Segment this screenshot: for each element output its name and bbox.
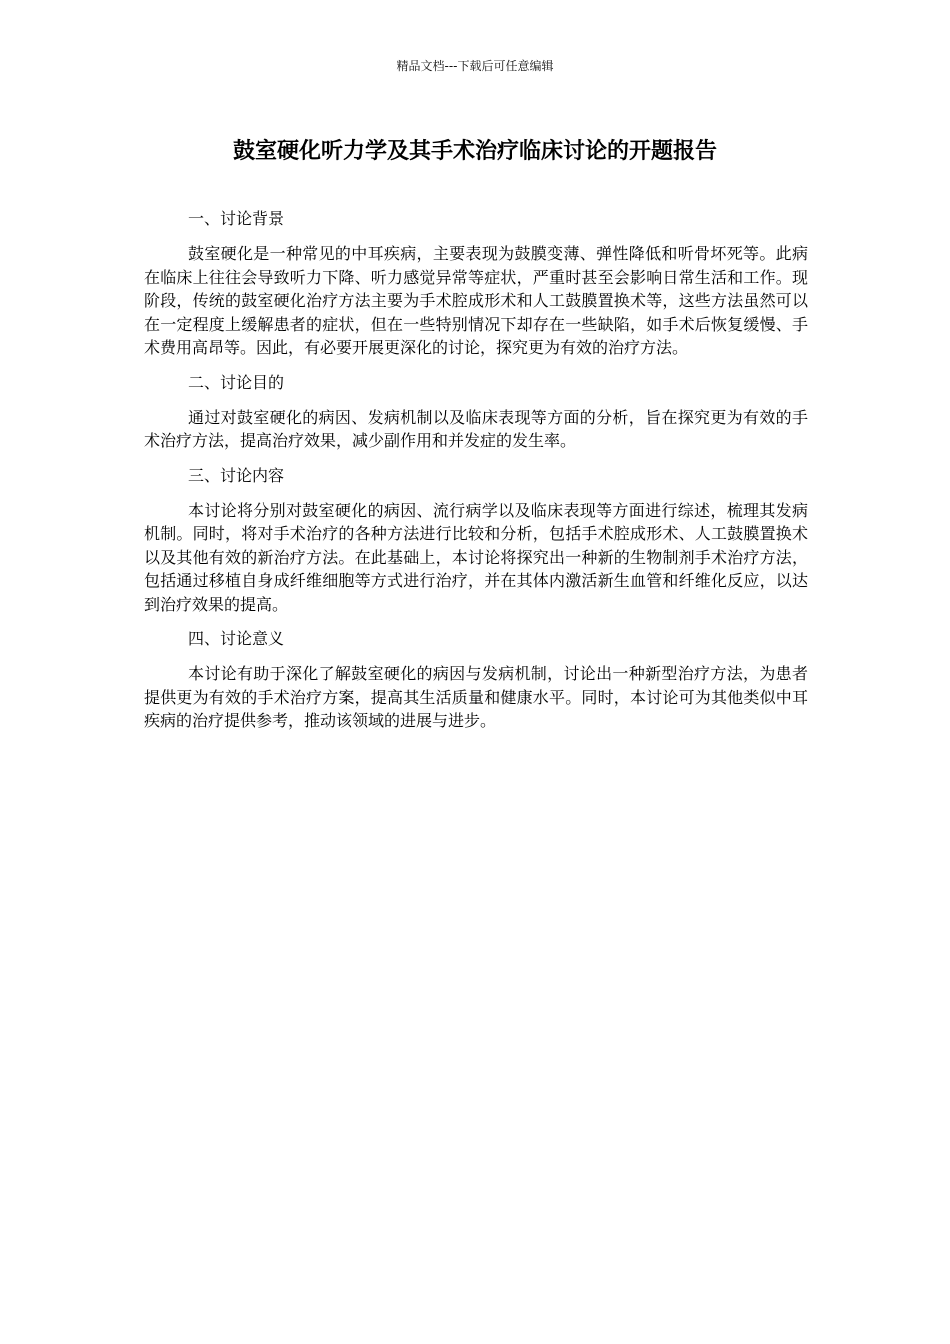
section-heading: 二、讨论目的 [188,372,285,392]
section-heading: 四、讨论意义 [188,629,285,648]
section-paragraph: 通过对鼓室硬化的病因、发病机制以及临床表现等方面的分析，旨在探究更为有效的手术治疗方法，提高治疗效果，减少副作用和并发症的发生率。 [144,407,808,450]
section-paragraph: 本讨论有助于深化了解鼓室硬化的病因与发病机制，讨论出一种新型治疗方法，为患者提供更为有效的手术治疗方案，提高其生活质量和健康水平。同时，本讨论可为其他类似中耳疾病的治疗提供参考，推动该领域的进展与进步。 [144,664,808,730]
document-title: 鼓室硬化听力学及其手术治疗临床讨论的开题报告 [232,139,717,164]
section-heading: 一、讨论背景 [188,209,285,228]
section-paragraph: 本讨论将分别对鼓室硬化的病因、流行病学以及临床表现等方面进行综述，梳理其发病机制。同时，将对手术治疗的各种方法进行比较和分析，包括手术腔成形术、人工鼓膜置换术以及其他有效的新治疗方法。在此基础上，本讨论将探究出一种新的生物制剂手术治疗方法，包括通过移植自身成纤维细胞等方式进行治疗，并在其体内激活新生血管和纤维化反应，以达到治疗效果的提高。 [144,500,808,614]
section-purpose [144,370,808,453]
section-paragraph: 鼓室硬化是一种常见的中耳疾病，主要表现为鼓膜变薄、弹性降低和听骨坏死等。此病在临床上往往会导致听力下降、听力感觉异常等症状，严重时甚至会影响日常生活和工作。现阶段，传统的鼓室硬化治疗方法主要为手术腔成形术和人工鼓膜置换术等，这些方法虽然可以在一定程度上缓解患者的症状，但在一些特别情况下却存在一些缺陷，如手术后恢复缓慢、手术费用高昂等。因此，有必要开展更深化的讨论，探究更为有效的治疗方法。 [144,244,808,357]
document-body [144,206,808,743]
section-heading: 三、讨论内容 [188,465,285,485]
page-header-watermark: 精品文档---下载后可任意编辑 [396,59,554,73]
section-content [144,463,808,617]
section-background [144,206,808,360]
section-significance [144,626,808,733]
